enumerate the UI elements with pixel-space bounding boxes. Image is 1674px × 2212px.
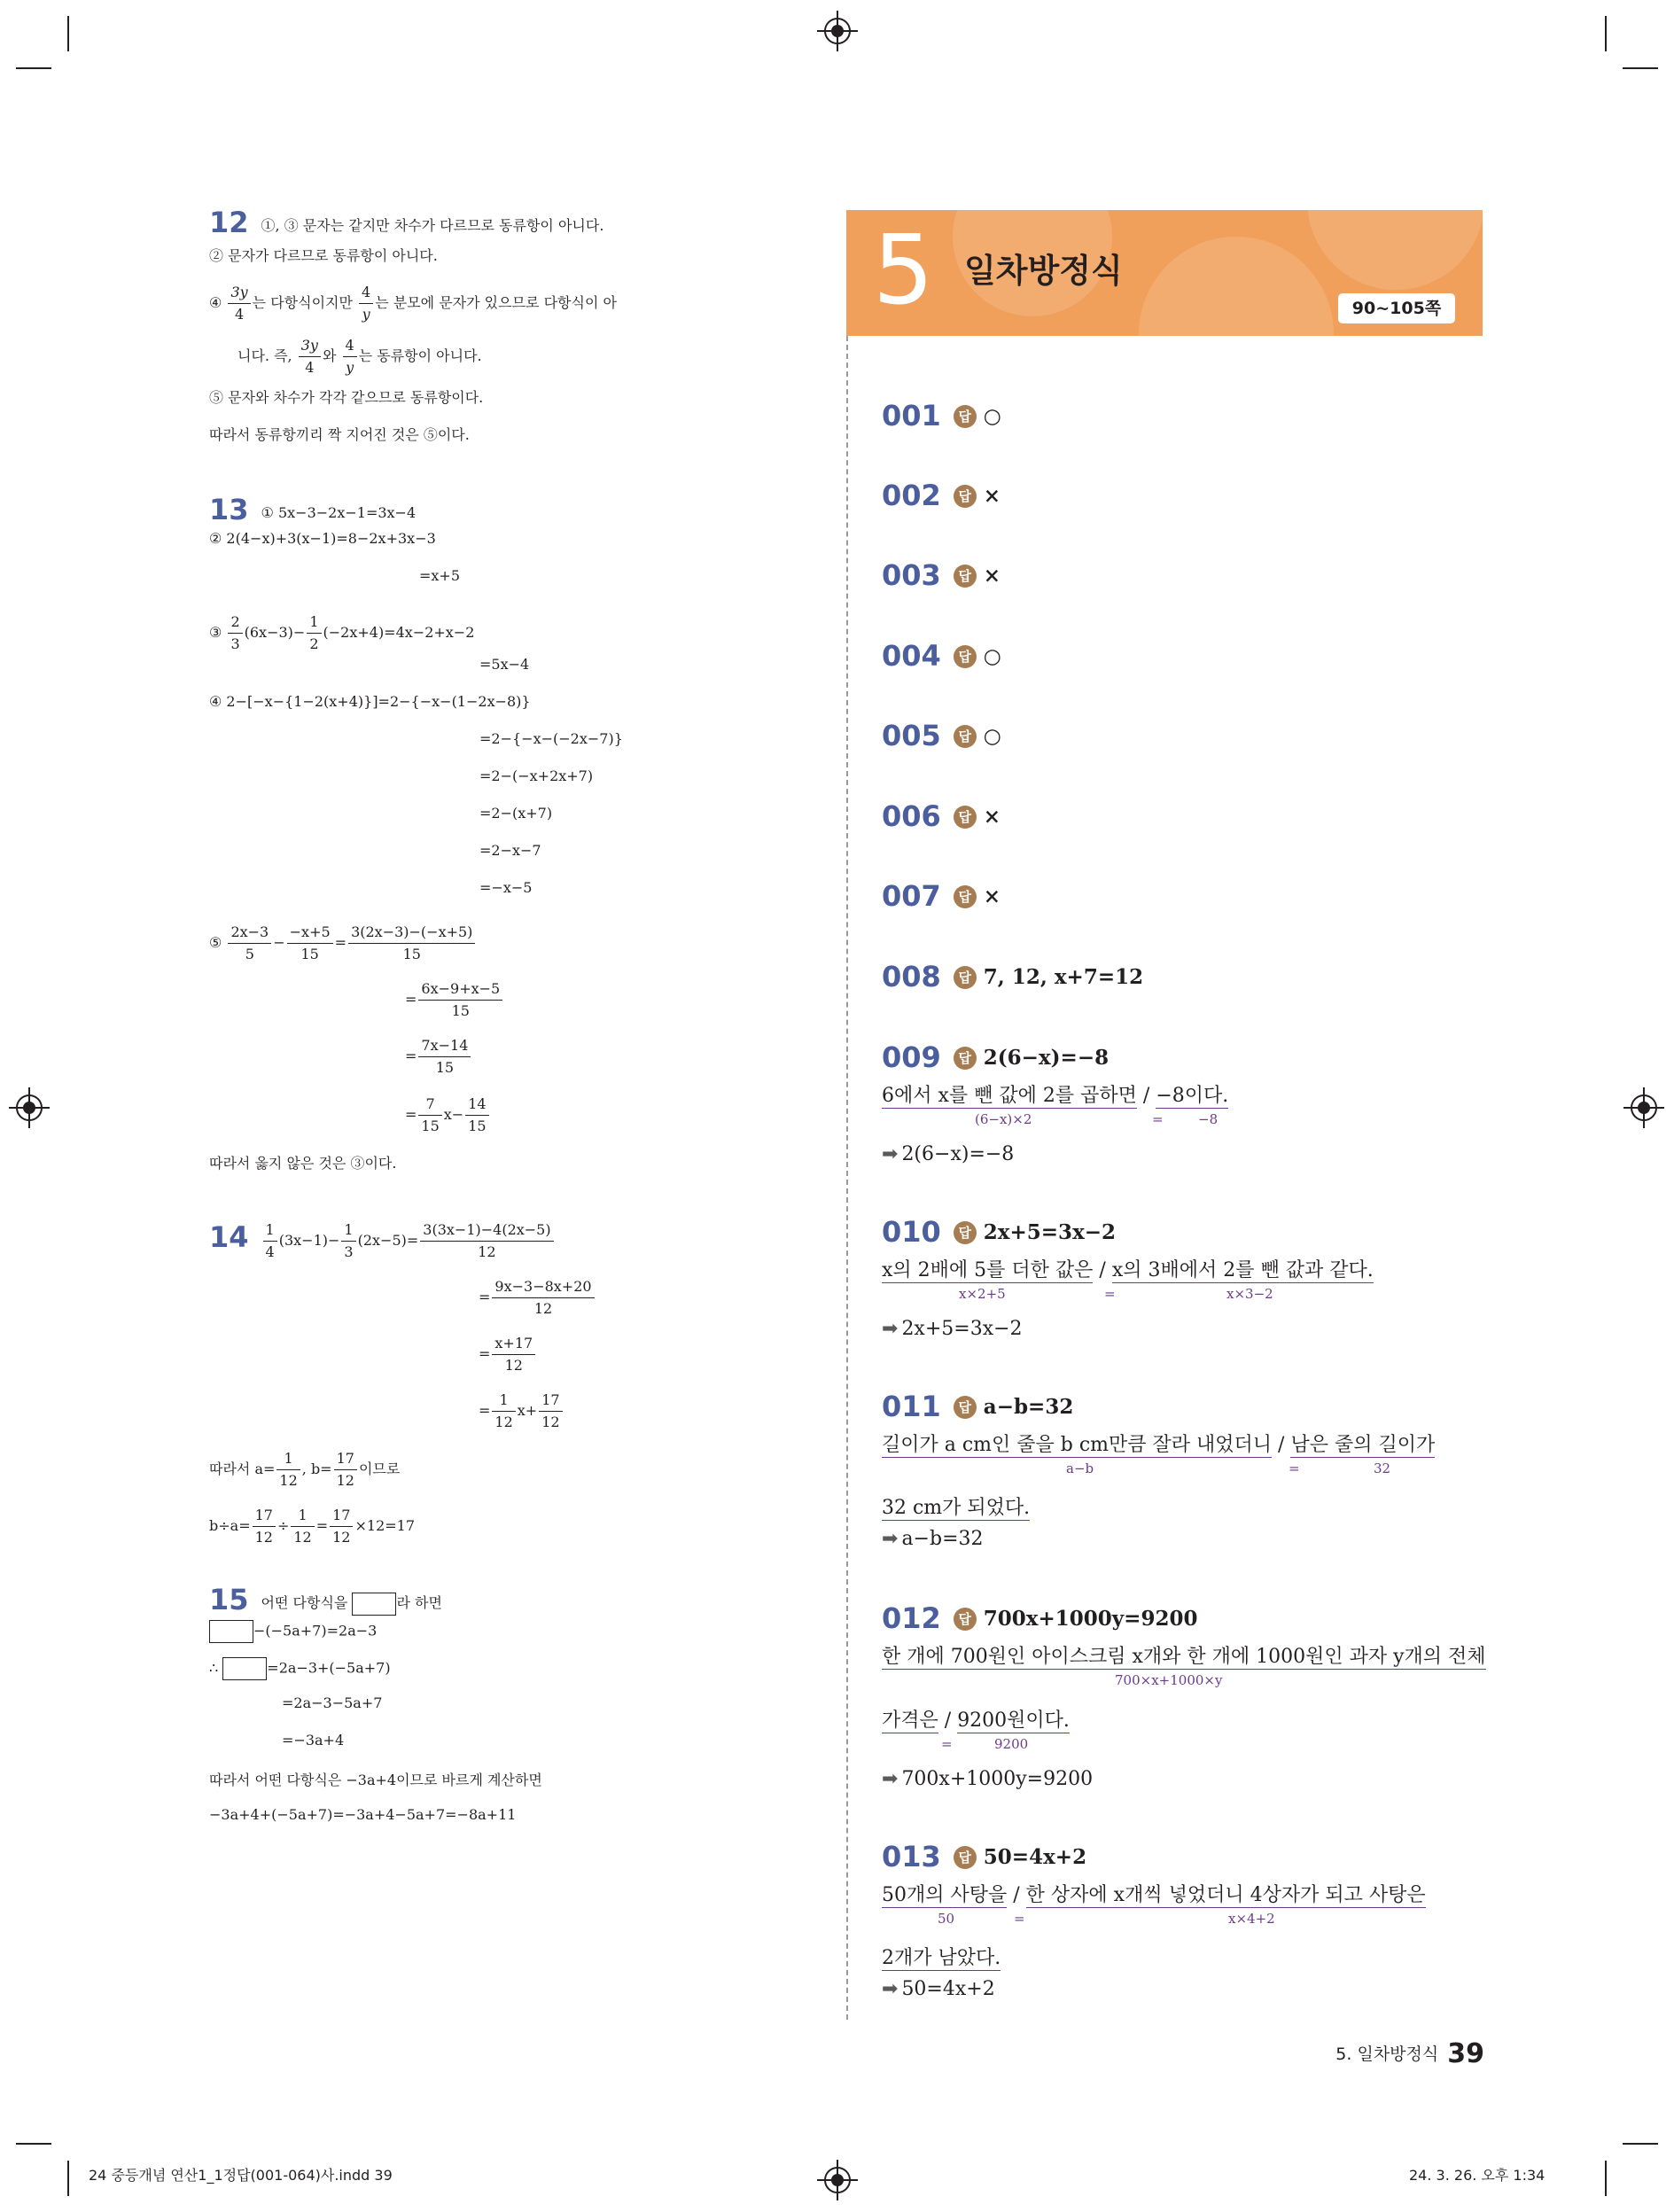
result-equation: ➡ a−b=32	[882, 1528, 984, 1550]
arrow-icon: ➡	[882, 1318, 899, 1340]
fraction: $\frac{3(3x-1)-4(2x-5)}{12}$	[420, 1219, 553, 1263]
fraction: $\frac{6x-9+x-5}{15}$	[418, 978, 502, 1022]
answer-004: 004 답 ○	[882, 639, 1001, 673]
problem-number: 15	[209, 1583, 249, 1616]
fraction: $\frac{17}{12}$	[334, 1448, 357, 1492]
blank-box	[209, 1620, 253, 1643]
result-equation: ➡ 2(6−x)=−8	[882, 1143, 1015, 1165]
crop-mark	[16, 2143, 51, 2145]
answer-badge-icon: 답	[954, 1396, 977, 1419]
arrow-icon: ➡	[882, 1528, 899, 1550]
answer-005: 005 답 ○	[882, 719, 1001, 752]
blank-box	[222, 1657, 267, 1680]
arrow-icon: ➡	[882, 1143, 899, 1165]
answer-badge-icon: 답	[954, 1221, 977, 1244]
fraction: $\frac{2}{3}$	[228, 611, 242, 655]
explanation-text: 2개가 남았다.	[882, 1947, 1001, 1969]
arrow-icon: ➡	[882, 1768, 899, 1790]
answer-007: 007 답 ×	[882, 879, 1001, 913]
page-number: 39	[1447, 2038, 1484, 2069]
fraction: $\frac{x+17}{12}$	[492, 1333, 535, 1376]
answer-010: 010 답 2x+5=3x−2	[882, 1215, 1117, 1249]
answer-badge-icon: 답	[954, 966, 977, 989]
fraction: $\frac{4}{y}$	[359, 282, 373, 325]
problem-number: 13	[209, 493, 249, 526]
registration-mark-icon	[824, 18, 851, 44]
crop-mark	[67, 16, 69, 51]
answer-001: 001 답 ○	[882, 399, 1001, 432]
crop-mark	[1605, 16, 1607, 51]
fraction: $\frac{1}{12}$	[276, 1448, 300, 1492]
registration-mark-icon	[1631, 1094, 1657, 1121]
answer-008: 008 답 7, 12, x+7=12	[882, 960, 1144, 993]
problem-number: 12	[209, 206, 249, 239]
crop-mark	[67, 2161, 69, 2196]
answer-badge-icon: 답	[954, 565, 977, 588]
chapter-number: 5	[873, 215, 934, 326]
result-equation: ➡ 2x+5=3x−2	[882, 1318, 1023, 1340]
answer-badge-icon: 답	[954, 1608, 977, 1631]
fraction: $\frac{2x-3}{5}$	[228, 922, 271, 965]
crop-mark	[1605, 2161, 1607, 2196]
answer-009: 009 답 2(6−x)=−8	[882, 1040, 1110, 1074]
fraction: $\frac{4}{y}$	[343, 335, 357, 378]
registration-mark-icon	[824, 2167, 851, 2193]
slug-filename: 24 중등개념 연산1_1정답(001-064)사.indd 39	[89, 2167, 393, 2184]
crop-mark	[1623, 67, 1658, 69]
fraction: $\frac{1}{3}$	[341, 1219, 355, 1263]
answer-badge-icon: 답	[954, 485, 977, 508]
column-divider	[846, 336, 848, 2020]
fraction: $\frac{1}{4}$	[263, 1219, 277, 1263]
chapter-title: 일차방정식	[964, 252, 1123, 290]
answer-badge-icon: 답	[954, 885, 977, 908]
fraction: $\frac{1}{12}$	[291, 1505, 314, 1548]
explanation-text: 32 cm가 되었다.	[882, 1497, 1031, 1519]
fraction: $\frac{7x-14}{15}$	[418, 1035, 471, 1079]
fraction: $\frac{3(2x-3)-(-x+5)}{15}$	[348, 922, 475, 965]
footer-section: 5. 일차방정식	[1335, 2045, 1439, 2064]
fraction: $\frac{7}{15}$	[418, 1094, 441, 1137]
result-equation: ➡ 50=4x+2	[882, 1978, 995, 2000]
answer-002: 002 답 ×	[882, 479, 1001, 512]
fraction: $\frac{17}{12}$	[539, 1390, 562, 1433]
fraction: $\frac{17}{12}$	[253, 1505, 276, 1548]
registration-mark-icon	[16, 1094, 43, 1121]
chapter-banner	[846, 210, 1483, 336]
explanation-text: 한 개에 700원인 아이스크림 x개와 한 개에 1000원인 과자 y개의 전체	[882, 1646, 1486, 1668]
crop-mark	[16, 67, 51, 69]
answer-badge-icon: 답	[954, 645, 977, 668]
arrow-icon: ➡	[882, 1978, 899, 2000]
answer-006: 006 답 ×	[882, 799, 1001, 833]
answer-012: 012 답 700x+1000y=9200	[882, 1601, 1198, 1635]
answer-badge-icon: 답	[954, 806, 977, 829]
fraction: $\frac{3y}{4}$	[228, 282, 250, 325]
explanation-text: x의 2배에 5를 더한 값은 / x의 3배에서 2를 뺀 값과 같다.	[882, 1259, 1374, 1281]
fraction: $\frac{14}{15}$	[465, 1094, 488, 1137]
answer-003: 003 답 ×	[882, 558, 1001, 592]
answer-badge-icon: 답	[954, 405, 977, 428]
problem-number: 14	[209, 1220, 249, 1254]
fraction: $\frac{1}{2}$	[307, 611, 321, 655]
explanation-text: 50개의 사탕을 / 한 상자에 x개씩 넣었더니 4상자가 되고 사탕은	[882, 1884, 1426, 1906]
explanation-text: 길이가 a cm인 줄을 b cm만큼 잘라 내었더니 / 남은 줄의 길이가	[882, 1434, 1436, 1456]
answer-badge-icon: 답	[954, 725, 977, 748]
fraction: $\frac{3y}{4}$	[299, 335, 321, 378]
explanation-text: 6에서 x를 뺀 값에 2를 곱하면 / −8이다.	[882, 1085, 1229, 1107]
fraction: $\frac{-x+5}{15}$	[287, 922, 333, 965]
slug-date: 24. 3. 26. 오후 1:34	[1409, 2167, 1546, 2184]
blank-box	[352, 1593, 396, 1616]
answer-013: 013 답 50=4x+2	[882, 1840, 1087, 1873]
crop-mark	[1623, 2143, 1658, 2145]
result-equation: ➡ 700x+1000y=9200	[882, 1768, 1094, 1790]
answer-badge-icon: 답	[954, 1846, 977, 1869]
answer-011: 011 답 a−b=32	[882, 1390, 1074, 1423]
explanation-text: 가격은 / 9200원이다.	[882, 1710, 1070, 1732]
page-footer	[1329, 2038, 1484, 2069]
fraction: $\frac{9x-3-8x+20}{12}$	[492, 1276, 594, 1320]
fraction: $\frac{17}{12}$	[330, 1505, 353, 1548]
page-range-badge: 90~105쪽	[1338, 293, 1455, 323]
fraction: $\frac{1}{12}$	[492, 1390, 515, 1433]
answer-badge-icon: 답	[954, 1047, 977, 1070]
